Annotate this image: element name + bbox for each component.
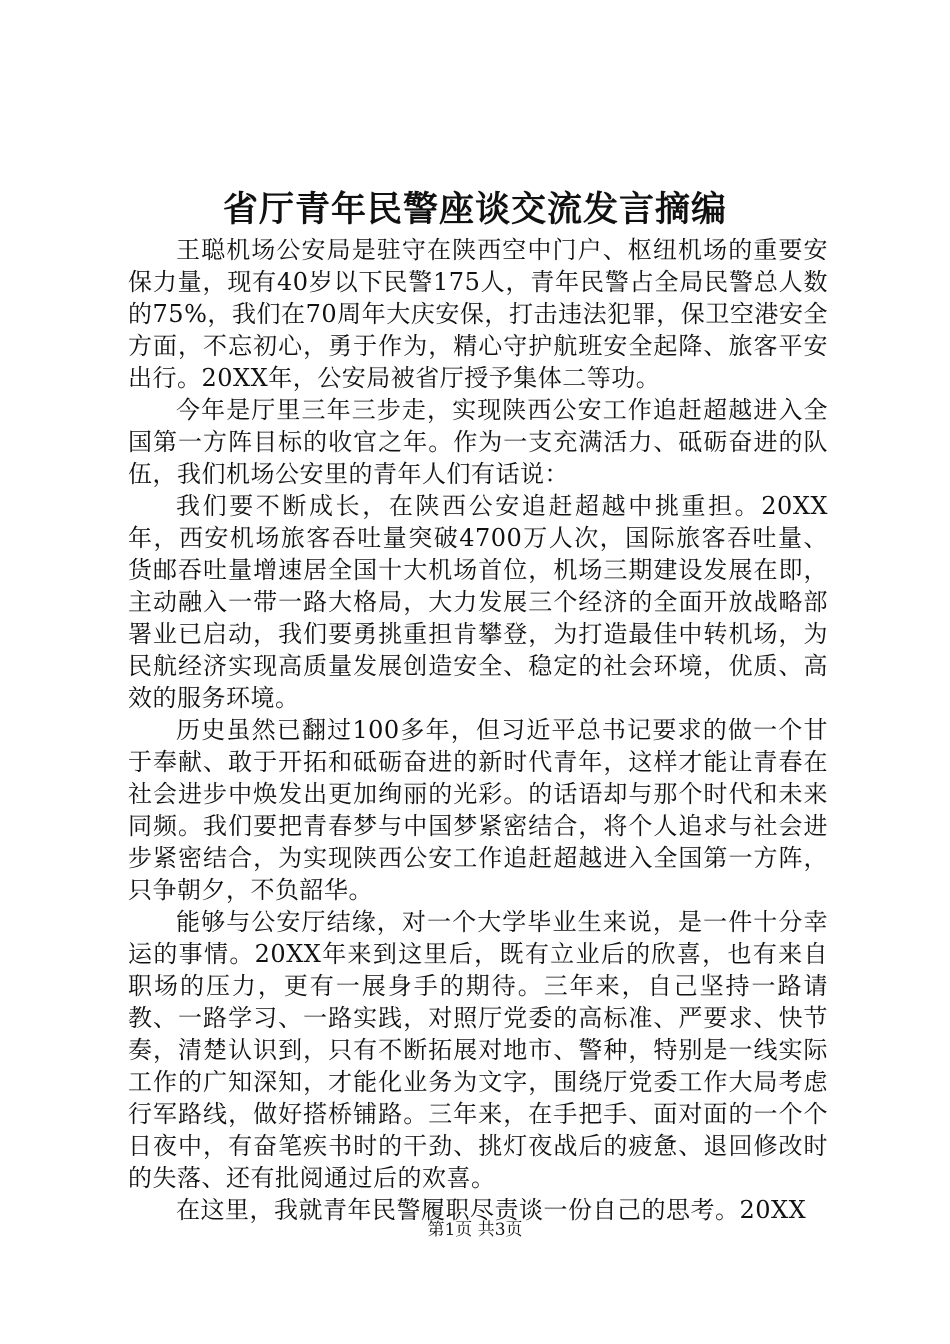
page-number-footer: 第1页 共3页 [427,1220,523,1240]
paragraph: 能够与公安厅结缘，对一个大学毕业生来说，是一件十分幸运的事情。20XX年来到这里后，既有立业后的欣喜，也有来自职场的压力，更有一展身手的期待。三年来，自己坚持一路请教、一路学习、一路实践，对照厅党委的高标准、严要求、快节奏，清楚认识到，只有不断拓展对地市、警种，特别是一线实际工作的广知深知，才能化业务为文字，围绕厅党委工作大局考虑行军路线，做好搭桥铺路。三年来，在手把手、面对面的一个个日夜中，有奋笔疾书时的干劲、挑灯夜战后的疲惫、退回修改时的失落、还有批阅通过后的欢喜。 [128,908,828,1192]
paragraph: 我们要不断成长，在陕西公安追赶超越中挑重担。20XX年，西安机场旅客吞吐量突破4700万人次，国际旅客吞吐量、货邮吞吐量增速居全国十大机场首位，机场三期建设发展在即，主动融入一带一路大格局，大力发展三个经济的全面开放战略部署业已启动，我们要勇挑重担肯攀登，为打造最佳中转机场，为民航经济实现高质量发展创造安全、稳定的社会环境，优质、高效的服务环境。 [128,492,828,712]
document-title: 省厅青年民警座谈交流发言摘编 [222,189,727,230]
paragraph: 在这里，我就青年民警履职尽责谈一份自己的思考。20XX [176,1196,807,1224]
document-body [128,234,828,1226]
paragraph: 今年是厅里三年三步走，实现陕西公安工作追赶超越进入全国第一方阵目标的收官之年。作为一支充满活力、砥砺奋进的队伍，我们机场公安里的青年人们有话说： [128,396,828,488]
paragraph: 历史虽然已翻过100多年，但习近平总书记要求的做一个甘于奉献、敢于开拓和砥砺奋进的新时代青年，这样才能让青春在社会进步中焕发出更加绚丽的光彩。的话语却与那个时代和未来同频。我们要把青春梦与中国梦紧密结合，将个人追求与社会进步紧密结合，为实现陕西公安工作追赶超越进入全国第一方阵，只争朝夕，不负韶华。 [128,716,828,904]
paragraph: 王聪机场公安局是驻守在陕西空中门户、枢纽机场的重要安保力量，现有40岁以下民警175人，青年民警占全局民警总人数的75%，我们在70周年大庆安保，打击违法犯罪，保卫空港安全方面，不忘初心，勇于作为，精心守护航班安全起降、旅客平安出行。20XX年，公安局被省厅授予集体二等功。 [128,236,828,392]
